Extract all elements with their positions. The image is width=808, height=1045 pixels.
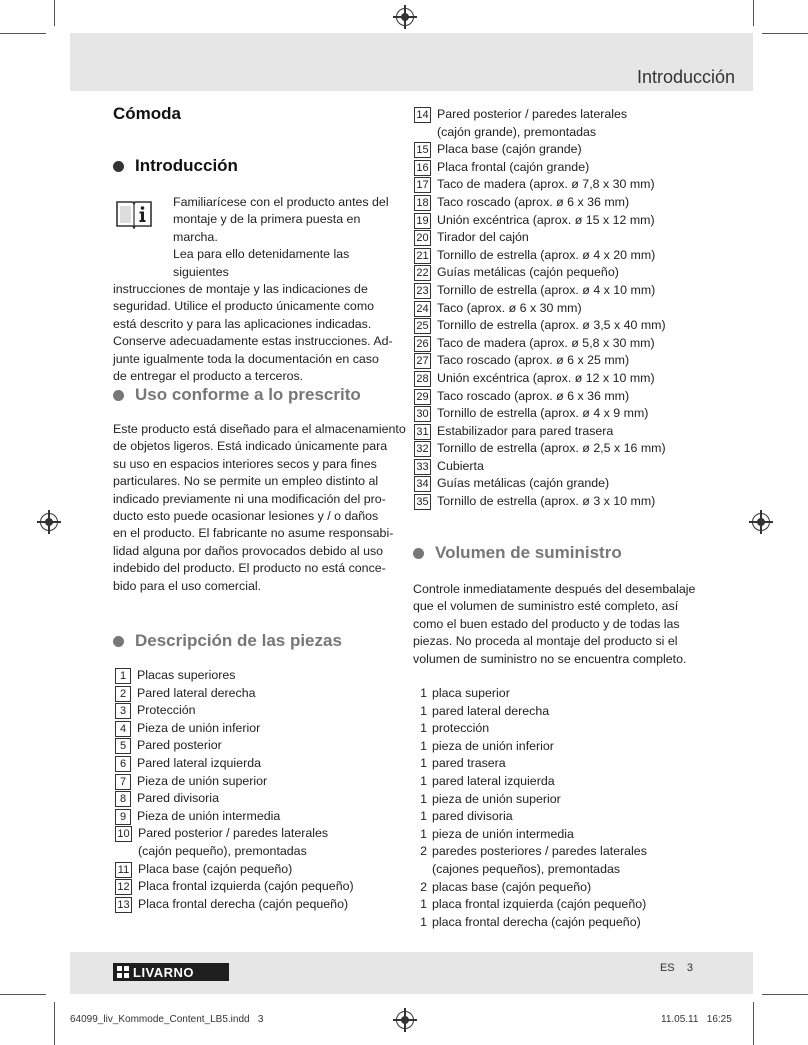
list-item xyxy=(414,335,744,353)
list-item xyxy=(115,808,415,826)
part-number: 5 xyxy=(115,738,131,754)
text-line: ducto esto puede ocasionar lesiones y / o daños xyxy=(113,509,379,524)
text-line: particulares. No se permite un empleo distinto al xyxy=(113,474,379,489)
item-label: protección xyxy=(432,721,490,736)
list-item xyxy=(413,685,733,703)
list-item xyxy=(414,194,744,212)
crop-mark xyxy=(762,33,808,34)
text-line: Este producto está diseñado para el almacenamiento xyxy=(113,422,406,436)
text-line: instrucciones de montaje y las indicaciones de xyxy=(113,282,368,297)
brand-logo xyxy=(113,963,229,981)
item-label: pared trasera xyxy=(432,756,506,771)
main-heading: Cómoda xyxy=(113,104,181,123)
list-item xyxy=(414,352,744,370)
list-item xyxy=(115,685,415,703)
list-item xyxy=(115,667,415,685)
intro-heading-text: Introducción xyxy=(135,156,238,175)
list-item xyxy=(414,388,744,406)
text-line: lidad alguna por daños provocados debido al uso xyxy=(113,543,384,558)
list-item xyxy=(413,755,733,773)
list-item xyxy=(115,861,415,879)
page-title: Introducción xyxy=(636,67,735,87)
item-label: pared lateral derecha xyxy=(432,703,550,718)
part-number: 29 xyxy=(414,389,431,405)
part-number: 33 xyxy=(414,459,431,475)
list-item xyxy=(413,703,733,721)
item-qty: 2 xyxy=(420,844,427,859)
text-line: seguridad. Utilice el producto únicamente como xyxy=(113,299,375,314)
part-label: Placa frontal derecha (cajón pequeño) xyxy=(138,896,349,911)
item-qty: 1 xyxy=(420,738,427,753)
text-line: bido para el uso comercial. xyxy=(113,578,262,593)
item-qty: 1 xyxy=(420,897,427,912)
item-qty: 1 xyxy=(420,721,427,736)
list-item xyxy=(414,176,744,194)
list-item xyxy=(115,773,415,791)
list-item xyxy=(414,423,744,441)
registration-mark-icon xyxy=(396,1011,414,1029)
list-item xyxy=(414,247,744,265)
item-qty: 1 xyxy=(420,914,427,929)
supply-heading-text: Volumen de suministro xyxy=(435,543,622,562)
brand-name: LIVARNO xyxy=(133,964,195,980)
part-label: Tornillo de estrella (aprox. ø 4 x 10 mm) xyxy=(437,282,656,297)
text-line: que el volumen de suministro esté completo, así xyxy=(413,599,679,614)
list-item xyxy=(414,212,744,230)
text-line: volumen de suministro no se encuentra completo. xyxy=(413,651,687,666)
registration-mark-icon xyxy=(40,513,58,531)
part-label: Pieza de unión intermedia xyxy=(137,808,281,823)
part-number: 7 xyxy=(115,774,131,790)
item-label: placa superior xyxy=(432,686,510,700)
part-number: 27 xyxy=(414,353,431,369)
part-number: 24 xyxy=(414,301,431,317)
page-number: ES 3 xyxy=(659,962,693,974)
part-number: 23 xyxy=(414,283,431,299)
list-item xyxy=(414,317,744,335)
part-label: Tirador del cajón xyxy=(437,230,529,245)
item-qty: 1 xyxy=(420,773,427,788)
text-line: junte igualmente toda la documentación en caso xyxy=(113,351,379,366)
part-label-cont: (cajón pequeño), premontadas xyxy=(138,843,307,858)
list-item xyxy=(115,878,415,896)
part-label: Tornillo de estrella (aprox. ø 4 x 20 mm) xyxy=(437,247,656,262)
part-label: Placas superiores xyxy=(137,668,236,682)
part-label: Pieza de unión inferior xyxy=(137,720,261,735)
part-number: 34 xyxy=(414,476,431,492)
part-label: Taco (aprox. ø 6 x 30 mm) xyxy=(437,300,582,315)
text-line: indicado previamente ni una modificación del pro- xyxy=(113,491,386,506)
part-label: Placa frontal (cajón grande) xyxy=(437,159,590,174)
part-number: 16 xyxy=(414,160,431,176)
parts-heading-text: Descripción de las piezas xyxy=(135,631,342,650)
list-item xyxy=(115,825,415,860)
text-line: montaje y de la primera puesta en marcha. xyxy=(173,212,361,244)
item-qty: 1 xyxy=(420,791,427,806)
part-number: 11 xyxy=(115,862,132,878)
part-number: 3 xyxy=(115,703,131,719)
bullet-icon xyxy=(113,636,124,647)
supply-list xyxy=(413,685,733,931)
item-label: paredes posteriores / paredes laterales xyxy=(432,844,647,859)
item-qty: 1 xyxy=(420,756,427,771)
list-item xyxy=(115,896,415,914)
list-item xyxy=(115,737,415,755)
part-number: 32 xyxy=(414,441,431,457)
header-band xyxy=(70,33,753,91)
text-line: de entregar el producto a terceros. xyxy=(113,369,304,384)
item-qty: 1 xyxy=(420,809,427,824)
part-label: Pieza de unión superior xyxy=(137,773,268,788)
item-qty: 1 xyxy=(420,826,427,841)
part-label: Taco roscado (aprox. ø 6 x 25 mm) xyxy=(437,353,630,368)
list-item xyxy=(414,264,744,282)
bullet-icon xyxy=(113,161,124,172)
list-item xyxy=(414,370,744,388)
text-line: indebido del producto. El producto no está conce- xyxy=(113,561,386,576)
list-item xyxy=(413,843,733,878)
part-number: 25 xyxy=(414,318,431,334)
list-item xyxy=(414,106,744,141)
list-item xyxy=(414,458,744,476)
part-number: 4 xyxy=(115,721,131,737)
item-qty: 2 xyxy=(420,879,427,894)
part-number: 30 xyxy=(414,406,431,422)
crop-mark xyxy=(762,994,808,995)
item-label: pared divisoria xyxy=(432,809,513,824)
part-number: 1 xyxy=(115,668,131,684)
list-item xyxy=(115,790,415,808)
part-label: Pared posterior / paredes laterales xyxy=(437,107,628,121)
parts-list-continued xyxy=(414,106,744,511)
list-item xyxy=(413,826,733,844)
text-line: piezas. No proceda al montaje del producto si el xyxy=(413,634,678,649)
bullet-icon xyxy=(113,390,124,401)
part-label: Unión excéntrica (aprox. ø 12 x 10 mm) xyxy=(437,370,655,385)
item-label: pieza de unión superior xyxy=(432,791,561,806)
list-item xyxy=(413,808,733,826)
part-label: Guías metálicas (cajón grande) xyxy=(437,476,610,491)
list-item xyxy=(115,702,415,720)
bullet-icon xyxy=(413,548,424,559)
item-label-cont: (cajones pequeños), premontadas xyxy=(432,861,621,876)
list-item xyxy=(413,914,733,932)
file-slug: 64099_liv_Kommode_Content_LB5.indd 3 xyxy=(70,1014,264,1025)
crop-mark xyxy=(753,0,754,26)
part-number: 18 xyxy=(414,195,431,211)
part-number: 17 xyxy=(414,177,431,193)
list-item xyxy=(414,475,744,493)
part-label: Taco roscado (aprox. ø 6 x 36 mm) xyxy=(437,388,630,403)
text-line: está descrito y para las aplicaciones indicadas. xyxy=(113,316,372,331)
use-heading-text: Uso conforme a lo prescrito xyxy=(135,385,361,404)
list-item xyxy=(414,282,744,300)
part-label: Tornillo de estrella (aprox. ø 4 x 9 mm) xyxy=(437,406,649,421)
text-line: Lea para ello detenidamente las siguientes xyxy=(173,247,350,279)
part-number: 20 xyxy=(414,230,431,246)
part-label-cont: (cajón grande), premontadas xyxy=(437,124,597,139)
part-label: Estabilizador para pared trasera xyxy=(437,423,614,438)
part-label: Unión excéntrica (aprox. ø 15 x 12 mm) xyxy=(437,212,655,227)
part-number: 31 xyxy=(414,424,431,440)
item-label: pieza de unión inferior xyxy=(432,738,554,753)
part-number: 15 xyxy=(414,142,431,158)
item-label: pared lateral izquierda xyxy=(432,773,555,788)
list-item xyxy=(414,405,744,423)
part-label: Tornillo de estrella (aprox. ø 3 x 10 mm) xyxy=(437,494,656,509)
text-line: en el producto. El fabricante no asume responsabi- xyxy=(113,526,394,541)
part-label: Pared lateral izquierda xyxy=(137,755,261,770)
text-line: Familiarícese con el producto antes del xyxy=(173,195,389,209)
part-label: Placa base (cajón grande) xyxy=(437,142,582,157)
item-qty: 1 xyxy=(420,703,427,718)
intro-paragraph xyxy=(113,194,403,385)
list-item xyxy=(413,738,733,756)
part-number: 14 xyxy=(414,107,431,123)
part-number: 28 xyxy=(414,371,431,387)
list-item xyxy=(413,720,733,738)
part-number: 12 xyxy=(115,879,132,895)
part-label: Pared divisoria xyxy=(137,791,219,806)
crop-mark xyxy=(54,0,55,26)
item-label: pieza de unión intermedia xyxy=(432,826,574,841)
crop-mark xyxy=(0,994,46,995)
list-item xyxy=(115,755,415,773)
crop-mark xyxy=(54,1002,55,1045)
part-label: Cubierta xyxy=(437,458,484,473)
list-item xyxy=(414,440,744,458)
part-label: Placa base (cajón pequeño) xyxy=(138,861,293,876)
registration-mark-icon xyxy=(396,8,414,26)
text-line: Conserve adecuadamente estas instrucciones. Ad- xyxy=(113,334,393,349)
list-item xyxy=(413,773,733,791)
use-heading xyxy=(113,385,361,405)
part-number: 19 xyxy=(414,213,431,229)
logo-mark-icon xyxy=(117,966,129,978)
part-number: 13 xyxy=(115,897,132,913)
crop-mark xyxy=(753,1002,754,1045)
part-number: 10 xyxy=(115,826,132,842)
part-number: 21 xyxy=(414,248,431,264)
use-paragraph xyxy=(113,421,413,595)
part-label: Tornillo de estrella (aprox. ø 3,5 x 40 mm) xyxy=(437,318,666,333)
part-label: Taco de madera (aprox. ø 7,8 x 30 mm) xyxy=(437,177,655,192)
text-line: como el buen estado del producto y de todas las xyxy=(413,616,680,631)
part-number: 6 xyxy=(115,756,131,772)
part-label: Protección xyxy=(137,703,196,718)
parts-heading xyxy=(113,631,342,651)
part-label: Taco de madera (aprox. ø 5,8 x 30 mm) xyxy=(437,335,655,350)
supply-heading xyxy=(413,543,622,563)
text-line: Controle inmediatamente después del desembalaje xyxy=(413,582,696,596)
list-item xyxy=(414,159,744,177)
list-item xyxy=(414,229,744,247)
part-label: Tornillo de estrella (aprox. ø 2,5 x 16 mm) xyxy=(437,441,666,456)
list-item xyxy=(414,493,744,511)
part-label: Pared lateral derecha xyxy=(137,685,256,700)
list-item xyxy=(413,791,733,809)
item-label: placa frontal izquierda (cajón pequeño) xyxy=(432,897,647,912)
list-item xyxy=(414,300,744,318)
part-label: Taco roscado (aprox. ø 6 x 36 mm) xyxy=(437,194,630,209)
part-number: 2 xyxy=(115,686,131,702)
registration-mark-icon xyxy=(752,513,770,531)
list-item xyxy=(115,720,415,738)
part-label: Placa frontal izquierda (cajón pequeño) xyxy=(138,879,354,894)
part-label: Guías metálicas (cajón pequeño) xyxy=(437,265,619,280)
part-label: Pared posterior xyxy=(137,738,222,753)
item-label: placa frontal derecha (cajón pequeño) xyxy=(432,914,641,929)
item-label: placas base (cajón pequeño) xyxy=(432,879,592,894)
supply-paragraph xyxy=(413,581,733,668)
part-number: 35 xyxy=(414,494,431,510)
crop-mark xyxy=(0,33,46,34)
part-number: 9 xyxy=(115,809,131,825)
part-number: 22 xyxy=(414,265,431,281)
part-label: Pared posterior / paredes laterales xyxy=(138,826,329,841)
date-slug: 11.05.11 16:25 xyxy=(661,1014,732,1025)
part-number: 26 xyxy=(414,336,431,352)
item-qty: 1 xyxy=(420,686,427,700)
list-item xyxy=(413,879,733,897)
list-item xyxy=(413,896,733,914)
text-line: de objetos ligeros. Está indicado únicamente para xyxy=(113,439,388,454)
text-line: su uso en espacios interiores secos y para fines xyxy=(113,456,377,471)
parts-list xyxy=(115,667,415,913)
part-number: 8 xyxy=(115,791,131,807)
intro-heading xyxy=(113,156,238,176)
list-item xyxy=(414,141,744,159)
